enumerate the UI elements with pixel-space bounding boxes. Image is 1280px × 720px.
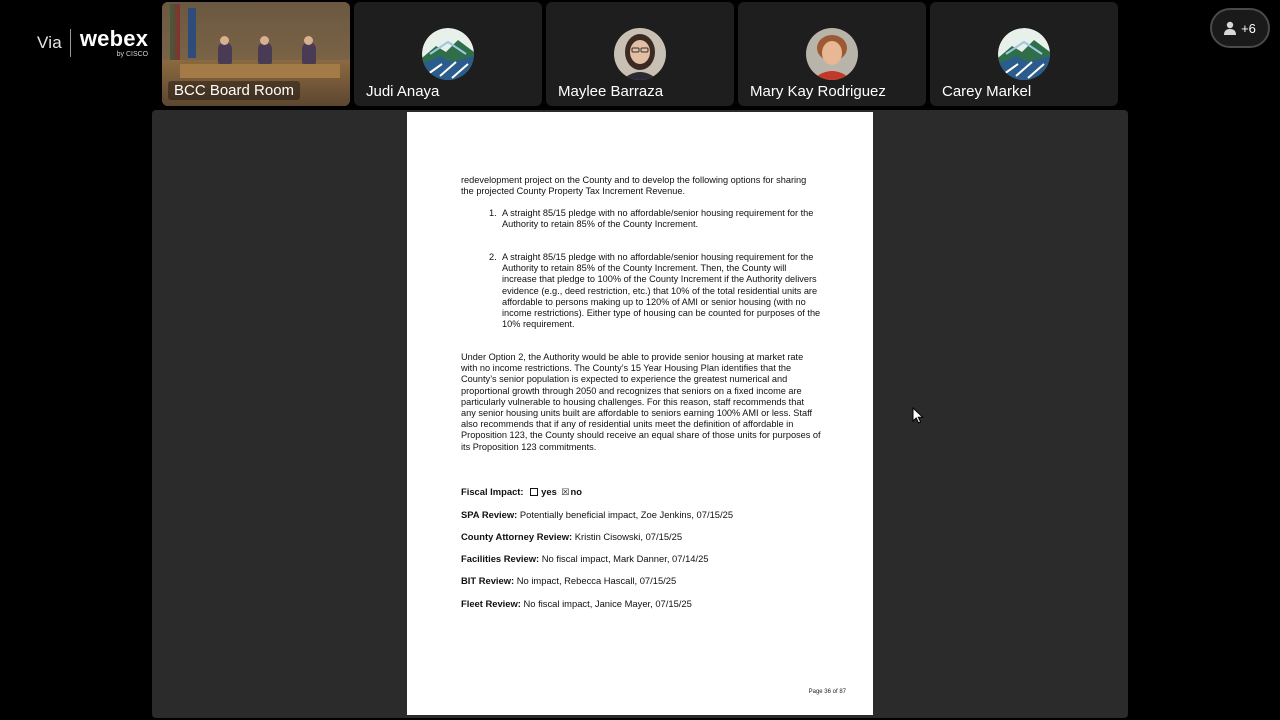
review-line xyxy=(461,531,682,542)
review-label: Facilities Review: xyxy=(461,553,540,564)
review-line xyxy=(461,553,709,564)
participant-tile-bcc-board-room[interactable] xyxy=(162,2,350,106)
review-line xyxy=(461,575,676,586)
fiscal-impact-label: Fiscal Impact: xyxy=(461,486,524,497)
via-label: Via xyxy=(37,33,62,52)
webex-wordmark: webex xyxy=(79,26,149,51)
county-logo-avatar xyxy=(422,28,474,80)
review-label: BIT Review: xyxy=(461,575,515,586)
review-text: No fiscal impact, Mark Danner, 07/14/25 xyxy=(541,553,709,564)
participant-tile-carey-markel[interactable] xyxy=(930,2,1118,106)
participant-name: Mary Kay Rodriguez xyxy=(750,83,886,100)
checkbox-no-checked: ☒ xyxy=(561,487,570,497)
participant-name: BCC Board Room xyxy=(168,81,300,100)
review-text: No fiscal impact, Janice Mayer, 07/15/25 xyxy=(523,598,692,609)
fiscal-no-label: no xyxy=(570,486,582,497)
checkbox-yes-unchecked xyxy=(530,488,538,496)
option-2-explanation: Under Option 2, the Authority would be able to provide senior housing at market rate with no income restrictions. The County’s 15 Year Housing Plan identifies that the County’s senior population is expected to experience the greatest numerical and proportional growth through 2050 and recognizes that seniors on a fixed income are particularly vulnerable to housing challenges. For this reason, staff recommends that any senior housing units built are affordable to seniors earning 100% AMI or less. Staff also recommends that if any of residential units meet the definition of affordable in Proposition 123, the County should receive an equal share of those units for purposes of its Proposition 123 commitments. xyxy=(461,352,821,452)
participant-name: Maylee Barraza xyxy=(558,83,664,100)
participant-photo-avatar xyxy=(806,28,858,80)
participant-tile-mary-kay-rodriguez[interactable] xyxy=(738,2,926,106)
fiscal-yes-label: yes xyxy=(541,486,557,497)
participant-tile-judi-anaya[interactable] xyxy=(354,2,542,106)
review-label: Fleet Review: xyxy=(461,598,521,609)
review-line xyxy=(461,598,692,609)
review-text: Potentially beneficial impact, Zoe Jenkins, 07/15/25 xyxy=(519,509,734,520)
participant-photo-avatar xyxy=(614,28,666,80)
brand-divider xyxy=(70,29,71,57)
participant-name: Carey Markel xyxy=(942,83,1032,100)
cisco-byline: by CISCO xyxy=(116,51,149,58)
participant-name: Judi Anaya xyxy=(366,83,440,100)
review-label: SPA Review: xyxy=(461,509,518,520)
option-number: 2. xyxy=(489,252,497,262)
review-line xyxy=(461,509,733,520)
review-text: Kristin Cisowski, 07/15/25 xyxy=(574,531,683,542)
fiscal-impact-line xyxy=(461,486,582,498)
participant-tile-maylee-barraza[interactable] xyxy=(546,2,734,106)
county-logo-avatar xyxy=(998,28,1050,80)
participant-count: +6 xyxy=(1241,20,1256,36)
option-2-text: A straight 85/15 pledge with no affordable/senior housing requirement for the Authority to retain 85% of the County Increment. Then, the County will increase that pledge to 100% of the County Increment if the Authority delivers evidence (e.g., deed restriction, etc.) that 10% of the total residential units are affordable to persons making up to 120% of AMI or senior housing (with no income restrictions). Either type of housing can be counted for purposes of the 10% requirement. xyxy=(502,252,821,330)
person-icon xyxy=(1224,21,1236,35)
webex-logo xyxy=(80,28,148,58)
review-text: No impact, Rebecca Hascall, 07/15/25 xyxy=(516,575,677,586)
participants-overflow-button[interactable] xyxy=(1210,8,1270,48)
page-number-footer: Page 36 of 87 xyxy=(808,688,846,695)
review-label: County Attorney Review: xyxy=(461,531,573,542)
mouse-cursor-icon xyxy=(912,407,924,424)
option-1-text: A straight 85/15 pledge with no affordable/senior housing requirement for the Authority to retain 85% of the County Increment. xyxy=(502,208,814,230)
doc-intro-paragraph: redevelopment project on the County and to develop the following options for sharing the projected County Property Tax Increment Revenue. xyxy=(461,175,807,197)
option-number: 1. xyxy=(489,208,497,218)
webex-branding xyxy=(37,28,148,58)
shared-document-page xyxy=(407,112,873,715)
